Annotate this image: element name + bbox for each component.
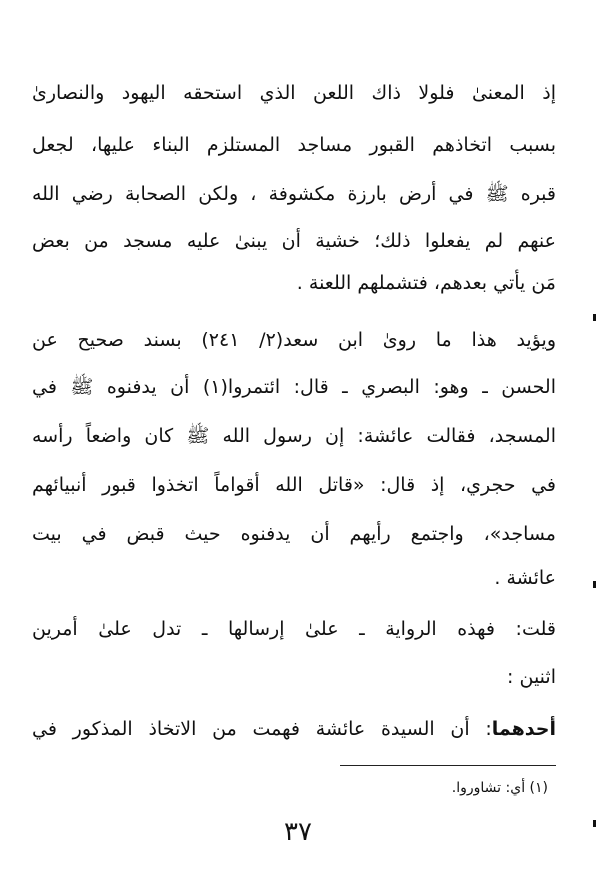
footnote: (١) أي: تشاوروا. <box>451 780 548 796</box>
text-line: مساجد»، واجتمع رأيهم أن يدفنوه حيث قبض في بيت <box>32 523 556 545</box>
text-segment: : أن السيدة عائشة فهمت من الاتخاذ المذكور في <box>32 718 492 740</box>
text-line: المسجد، فقالت عائشة: إن رسول الله ﷺ كان واضعاً رأسه <box>32 425 556 447</box>
text-line: مَن يأتي بعدهم، فتشملهم اللعنة . <box>296 272 556 294</box>
text-line: بسبب اتخاذهم القبور مساجد المستلزم البناء عليها، لجعل <box>32 134 556 156</box>
text-line: ويؤيد هذا ما روىٰ ابن سعد(٢/ ٢٤١) بسند صحيح عن <box>32 329 556 351</box>
page-number: ٣٧ <box>284 817 312 847</box>
paragraph-lead-word: أحدهما <box>491 718 556 740</box>
footnote-separator <box>340 765 556 766</box>
text-line: في حجري، إذ قال: «قاتل الله أقواماً اتخذوا قبور أنبيائهم <box>32 474 556 496</box>
text-line <box>32 714 556 744</box>
text-line: إذ المعنىٰ فلولا ذاك اللعن الذي استحقه اليهود والنصارىٰ <box>32 82 556 104</box>
text-line: اثنين : <box>507 666 556 688</box>
text-line: الحسن ـ وهو: البصري ـ قال: ائتمروا(١) أن يدفنوه ﷺ في <box>32 376 556 398</box>
text-line: قبره ﷺ في أرض بارزة مكشوفة ، ولكن الصحابة رضي الله <box>32 183 556 205</box>
text-line: عنهم لم يفعلوا ذلك؛ خشية أن يبنىٰ عليه مسجد من بعض <box>32 230 556 252</box>
text-line: قلت: فهذه الرواية ـ علىٰ إرسالها ـ تدل علىٰ أمرين <box>32 618 556 640</box>
text-line: عائشة . <box>494 567 556 589</box>
